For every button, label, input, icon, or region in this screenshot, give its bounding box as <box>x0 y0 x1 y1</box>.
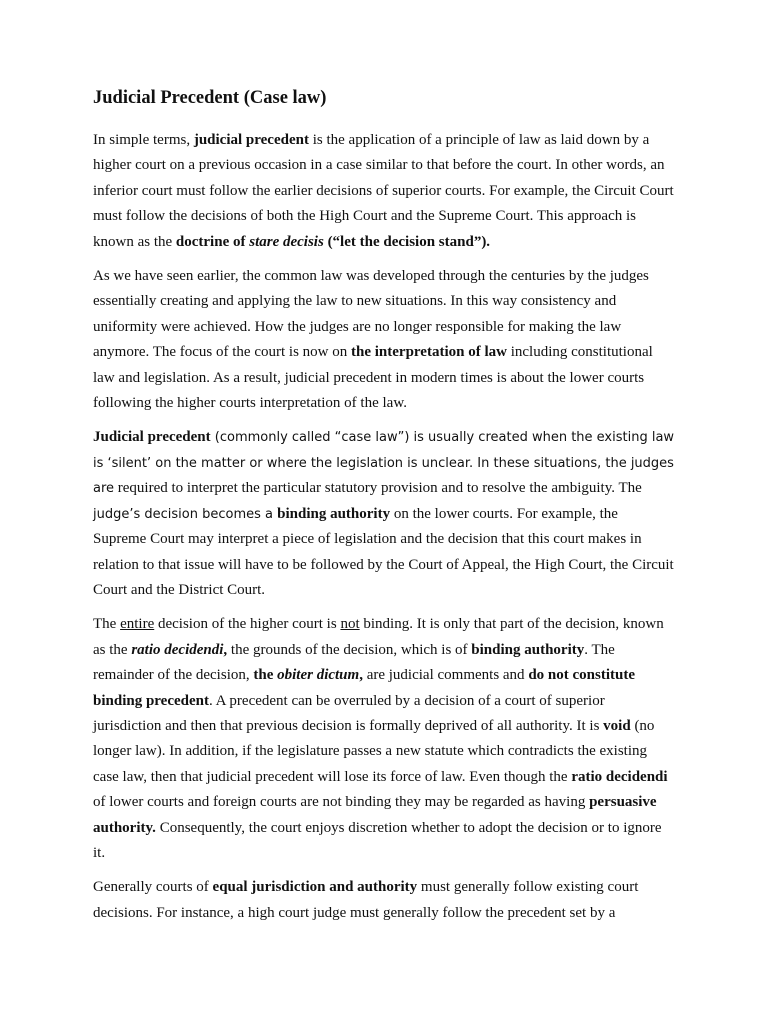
page-title: Judicial Precedent (Case law) <box>93 88 327 108</box>
paragraph-case-law: Judicial precedent (commonly called “case law”) is usually created when the existing law is ‘silent’ on the matter or where the legislation is unclear. In these situations, the judges are required to interpret the particular statutory provision and to resolve the ambiguity. The judge’s decision becomes a binding authority on the lower courts. For example, the Supreme Court may interpret a piece of legislation and the decision that this court makes in relation to that issue will have to be followed by the Court of Appeal, the High Court, the Circuit Court and the District Court. <box>93 429 675 598</box>
paragraph-equal-jurisdiction: Generally courts of equal jurisdiction and authority must generally follow existing court decisions. For instance, a high court judge must generally follow the precedent set by a <box>93 879 639 921</box>
paragraph-common-law: As we have seen earlier, the common law was developed through the centuries by the judges essentially creating and applying the law to new situations. In this way consistency and uniformity were achieved. How the judges are no longer responsible for making the law anymore. The focus of the court is now on the interpretation of law including constitutional law and legislation. As a result, judicial precedent in modern times is about the lower courts following the higher courts interpretation of the law. <box>93 268 653 412</box>
document-body <box>93 84 675 935</box>
paragraph-definition: In simple terms, judicial precedent is the application of a principle of law as laid down by a higher court on a previous occasion in a case similar to that before the court. In other words, an inferior court must follow the earlier decisions of superior courts. For example, the Circuit Court must follow the decisions of both the High Court and the Supreme Court. This approach is known as the doctrine of stare decisis (“let the decision stand”). <box>93 132 674 250</box>
paragraph-ratio-decidendi: The entire decision of the higher court is not binding. It is only that part of the decision, known as the ratio decidendi, the grounds of the decision, which is of binding authority. The remainder of the decision, the obiter dictum, are judicial comments and do not constitute binding precedent. A precedent can be overruled by a decision of a court of superior jurisdiction and then that previous decision is formally deprived of all authority. It is void (no longer law). In addition, if the legislature passes a new statute which contradicts the existing case law, then that judicial precedent will lose its force of law. Even though the ratio decidendi of lower courts and foreign courts are not binding they may be regarded as having persuasive authority. Consequently, the court enjoys discretion whether to adopt the decision or to ignore it. <box>93 616 668 861</box>
